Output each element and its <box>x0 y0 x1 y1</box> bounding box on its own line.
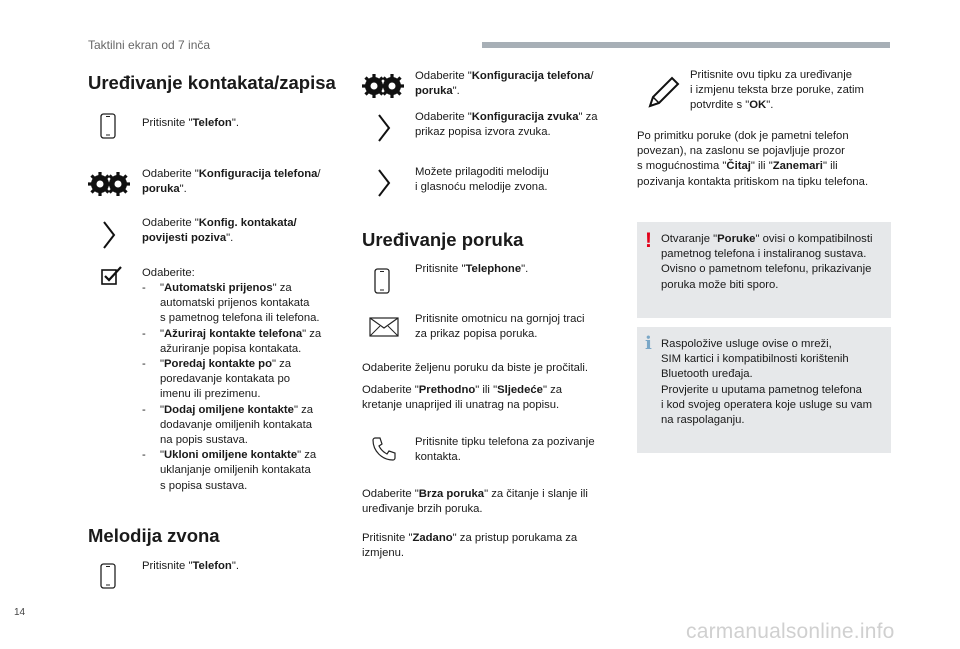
step-press-telephone: Pritisnite "Telephone". <box>415 263 529 275</box>
phone-icon <box>100 563 116 594</box>
step-config-contacts: Odaberite "Konfig. kontakata/ povijesti poziva". <box>142 217 297 245</box>
para-default: Pritisnite "Zadano" za pristup porukama za izmjenu. <box>362 532 578 560</box>
para-prev-next: Odaberite "Prethodno" ili "Sljedeće" za kretanje unaprijed ili unatrag na popisu. <box>362 384 563 412</box>
info-box <box>637 327 891 453</box>
step-config-phone-2: Odaberite "Konfiguracija telefona/ poruka". <box>415 70 594 98</box>
list-item: - "Poredaj kontakte po" za poredavanje kontakata po imenu ili prezimenu. <box>142 358 292 401</box>
warning-box <box>637 222 891 318</box>
step-select-intro: Odaberite: <box>142 267 195 279</box>
options-list <box>142 281 342 494</box>
list-item: - "Dodaj omiljene kontakte" za dodavanje omiljenih kontakata na popis sustava. <box>142 403 314 447</box>
step-press-telefon-ring: Pritisnite "Telefon". <box>142 560 239 572</box>
section-title-ringtone: Melodija zvona <box>88 525 220 546</box>
section-title-contacts: Uređivanje kontakata/zapisa <box>88 72 336 93</box>
list-item: - "Ukloni omiljene kontakte" za uklanjanje omiljenih kontakata s popisa sustava. <box>142 449 317 492</box>
info-icon: i <box>645 333 652 354</box>
chevron-right-icon <box>102 220 116 255</box>
step-press-envelope: Pritisnite omotnicu na gornjoj traci za prikaz popisa poruka. <box>415 313 585 341</box>
para-select-message: Odaberite željenu poruku da biste je pročitali. <box>362 362 589 374</box>
warning-icon: ! <box>645 229 652 252</box>
running-header: Taktilni ekran od 7 inča <box>88 38 211 52</box>
gears-icon <box>88 170 130 203</box>
list-item: - "Automatski prijenos" za automatski prijenos kontakata s pametnog telefona ili telefona. <box>142 282 320 325</box>
list-item: - "Ažuriraj kontakte telefona" za ažuriranje popisa kontakata. <box>142 327 322 355</box>
envelope-icon <box>369 317 399 342</box>
checkbox-icon <box>101 266 123 291</box>
page-number: 14 <box>14 607 26 618</box>
para-incoming-message: Po primitku poruke (dok je pametni telefon povezan), na zaslonu se pojavljuje prozor s mogućnostima "Čitaj" ili "Zanemari" ili pozivanja kontakta pritiskom na tipku telefona. <box>637 130 869 188</box>
phone-icon <box>374 268 390 299</box>
watermark: carmanualsonline.info <box>686 620 895 643</box>
step-adjust-ringtone: Možete prilagoditi melodiju i glasnoću melodije zvona. <box>415 166 549 194</box>
step-edit-quick: Pritisnite ovu tipku za uređivanje i izmjenu teksta brze poruke, zatim potvrdite s "OK". <box>690 69 864 112</box>
step-press-telefon: Pritisnite "Telefon". <box>142 117 239 129</box>
warning-text: Otvaranje "Poruke" ovisi o kompatibilnosti pametnog telefona i instaliranog sustava. Ovisno o pametnom telefonu, prikazivanje poruka može biti sporo. <box>661 233 873 291</box>
phone-handset-icon <box>371 436 397 467</box>
step-config-phone: Odaberite "Konfiguracija telefona/ poruka". <box>142 168 321 196</box>
step-config-sound: Odaberite "Konfiguracija zvuka" za prikaz popisa izvora zvuka. <box>415 111 598 139</box>
chevron-right-icon <box>377 113 391 148</box>
gears-icon <box>362 72 404 105</box>
step-call-contact: Pritisnite tipku telefona za pozivanje kontakta. <box>415 436 595 464</box>
phone-icon <box>100 113 116 144</box>
section-title-messages: Uređivanje poruka <box>362 229 524 250</box>
header-bar <box>482 42 890 48</box>
pencil-icon <box>646 76 680 115</box>
info-text: Raspoložive usluge ovise o mreži, SIM kartici i kompatibilnosti korištenih Bluetooth uređaja. Provjerite u uputama pametnog telefona i kod svojeg operatera koje usluge su vam na raspolaganju. <box>661 338 872 427</box>
chevron-right-icon <box>377 168 391 203</box>
para-quick-message: Odaberite "Brza poruka" za čitanje i slanje ili uređivanje brzih poruka. <box>362 488 588 516</box>
